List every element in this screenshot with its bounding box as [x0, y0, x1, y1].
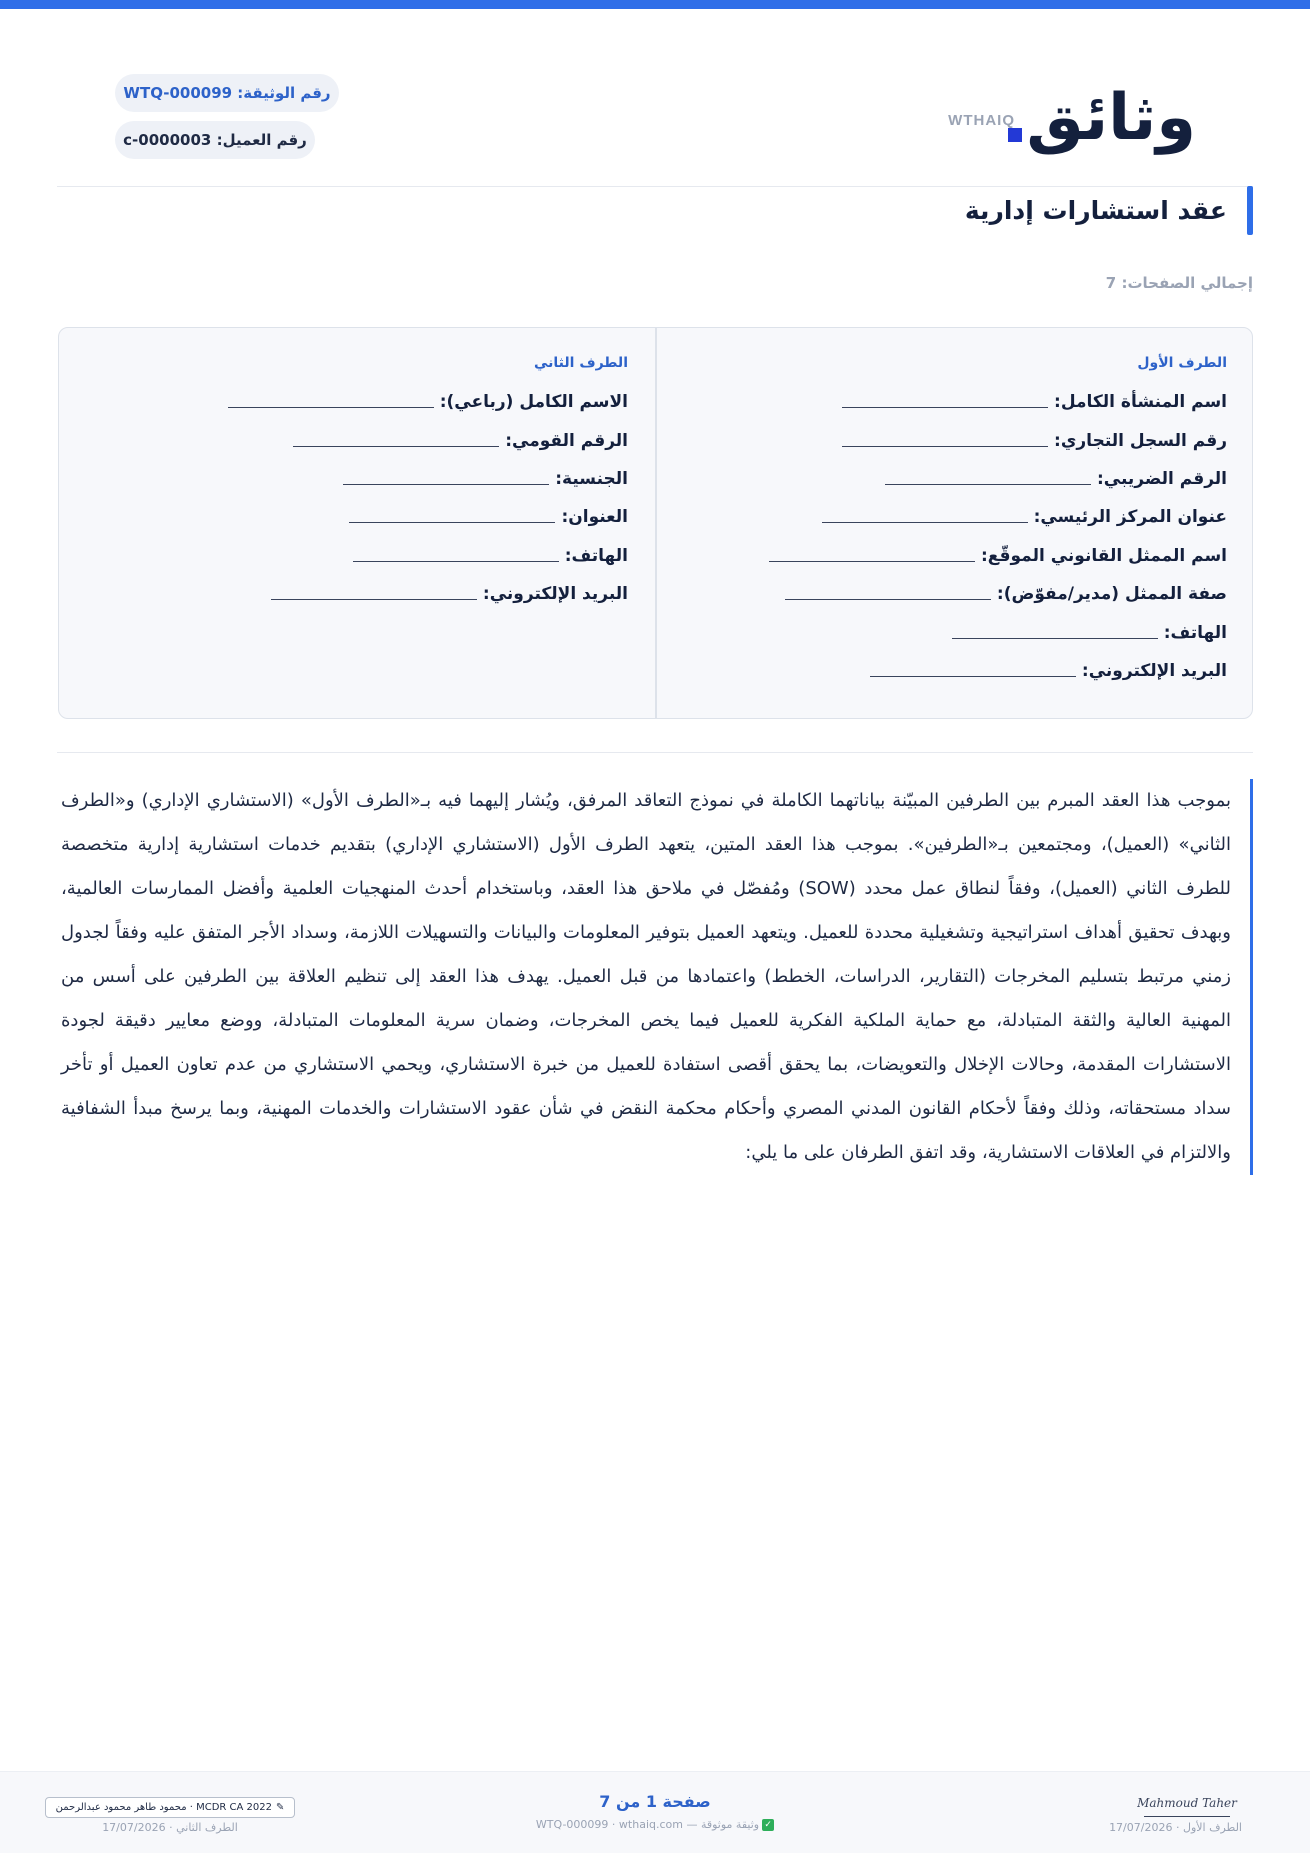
footer-site-line	[505, 1818, 805, 1831]
fill-in-line	[769, 561, 975, 562]
digital-signature-text: MCDR CA 2022 · محمود طاهر محمود عبدالرحمن	[55, 1802, 272, 1813]
signature-script: Mahmoud Taher	[1137, 1796, 1237, 1810]
second-party-signature	[45, 1797, 295, 1834]
field-label: الرقم القومي:	[505, 431, 628, 451]
first-party-field	[842, 392, 1227, 412]
first-party-signature	[1109, 1796, 1242, 1834]
field-label: عنوان المركز الرئيسي:	[1033, 507, 1227, 527]
fill-in-line	[343, 484, 549, 485]
second-party-field	[349, 507, 628, 527]
logo-dot-icon	[1008, 128, 1022, 142]
fill-in-line	[885, 484, 1091, 485]
fill-in-line	[353, 561, 559, 562]
logo-wordmark: وثائق	[1026, 81, 1196, 155]
field-label: الهاتف:	[1163, 623, 1227, 643]
pen-icon: ✎	[275, 1802, 285, 1813]
field-label: الرقم الضريبي:	[1096, 469, 1227, 489]
field-label: اسم المنشأة الكامل:	[1054, 392, 1227, 412]
field-label: البريد الإلكتروني:	[1081, 661, 1227, 681]
signature-line	[1144, 1816, 1230, 1817]
second-party-field	[228, 392, 628, 412]
preamble-paragraph: بموجب هذا العقد المبرم بين الطرفين المبيّنة بياناتهما الكاملة في نموذج التعاقد المرفق، ويُشار إليهما فيه بـ«الطرف الأول» (الاستشاري الإداري) و«الطرف الثاني» (العميل)، ومجتمعين بـ«الطرفين». بموجب هذا العقد المتين، يتعهد الطرف الأول (الاستشاري الإداري) بتقديم خدمات استشارية إدارية متخصصة للطرف الثاني (العميل)، وفقاً لنطاق عمل محدد (SOW) ومُفصّل في ملاحق هذا العقد، وباستخدام أحدث المنهجيات العلمية وأفضل الممارسات العالمية، وبهدف تحقيق أهداف استراتيجية وتشغيلية محددة للعميل. ويتعهد العميل بتوفير المعلومات والبيانات والتسهيلات اللازمة، وسداد الأجر المتفق عليه وفقاً لجدول زمني مرتبط بتسليم المخرجات (التقارير، الدراسات، الخطط) واعتمادها من قبل العميل. يهدف هذا العقد إلى تنظيم العلاقة بين الطرفين على أسس من المهنية العالية والثقة المتبادلة، مع حماية الملكية الفكرية للعميل فيما يخص المخرجات، وضمان سرية المعلومات المتبادلة، ووضع معايير دقيقة لجودة الاستشارات المقدمة، وحالات الإخلال والتعويضات، بما يحقق أقصى استفادة للعميل من خبرة الاستشاري، ويحمي الاستشاري من عدم تعاون العميل أو تأخر سداد مستحقاته، وذلك وفقاً لأحكام القانون المدني المصري وأحكام محكمة النقض في شأن عقود الاستشارات والخدمات المهنية، وبما يرسخ مبدأ الشفافية والالتزام في العلاقات الاستشارية، وقد اتفق الطرفان على ما يلي:	[61, 790, 1231, 1163]
field-label: اسم الممثل القانوني الموقّع:	[980, 546, 1227, 566]
fill-in-line	[293, 446, 499, 447]
parties-box	[58, 327, 1253, 719]
preamble-accent-bar	[1250, 779, 1253, 1175]
top-accent-bar	[0, 0, 1310, 9]
first-party-field	[885, 469, 1227, 489]
fill-in-line	[842, 446, 1048, 447]
field-label: الاسم الكامل (رباعي):	[439, 392, 628, 412]
field-label: الجنسية:	[555, 469, 628, 489]
verified-check-icon: ✓	[762, 1819, 774, 1831]
signature-meta: الطرف الثاني · 17/07/2026	[102, 1821, 238, 1834]
field-label: الهاتف:	[564, 546, 628, 566]
second-party-field	[353, 546, 628, 566]
fill-in-line	[870, 676, 1076, 677]
first-party-heading: الطرف الأول	[1137, 355, 1227, 371]
fill-in-line	[822, 522, 1028, 523]
page-number: صفحة 1 من 7	[599, 1792, 711, 1811]
first-party-field	[952, 623, 1227, 643]
first-party-field	[769, 546, 1227, 566]
signature-meta: الطرف الأول · 17/07/2026	[1109, 1821, 1242, 1834]
field-label: البريد الإلكتروني:	[482, 584, 628, 604]
title-block	[965, 186, 1253, 235]
first-party-field	[842, 431, 1227, 451]
parties-divider	[655, 328, 657, 718]
logo-latin-text: WTHAIQ	[948, 112, 1015, 129]
fill-in-line	[349, 522, 555, 523]
first-party-field	[822, 507, 1227, 527]
fill-in-line	[228, 407, 434, 408]
field-label: رقم السجل التجاري:	[1054, 431, 1227, 451]
first-party-field	[870, 661, 1227, 681]
digital-signature-chip	[45, 1797, 295, 1818]
verified-text: وثيقة موثوقة — WTQ-000099 · wthaiq.com	[535, 1818, 760, 1831]
first-party-field	[785, 584, 1227, 604]
field-label: صفة الممثل (مدير/مفوّض):	[996, 584, 1227, 604]
footer-center	[505, 1792, 805, 1831]
preamble-block	[57, 779, 1253, 1175]
fill-in-line	[952, 638, 1158, 639]
fill-in-line	[271, 599, 477, 600]
fill-in-line	[785, 599, 991, 600]
section-divider	[57, 752, 1253, 753]
second-party-field	[293, 431, 628, 451]
page-footer	[0, 1771, 1310, 1853]
field-label: العنوان:	[561, 507, 628, 527]
title-accent-bar	[1247, 186, 1253, 235]
document-title: عقد استشارات إدارية	[964, 196, 1227, 225]
second-party-heading: الطرف الثاني	[534, 355, 628, 371]
client-number-badge: رقم العميل: c-0000003	[115, 121, 315, 159]
second-party-field	[271, 584, 628, 604]
second-party-field	[343, 469, 628, 489]
total-pages-label: إجمالي الصفحات: 7	[1105, 274, 1253, 292]
brand-logo	[1008, 81, 1196, 155]
document-number-badge: رقم الوثيقة: WTQ-000099	[115, 74, 339, 112]
fill-in-line	[842, 407, 1048, 408]
